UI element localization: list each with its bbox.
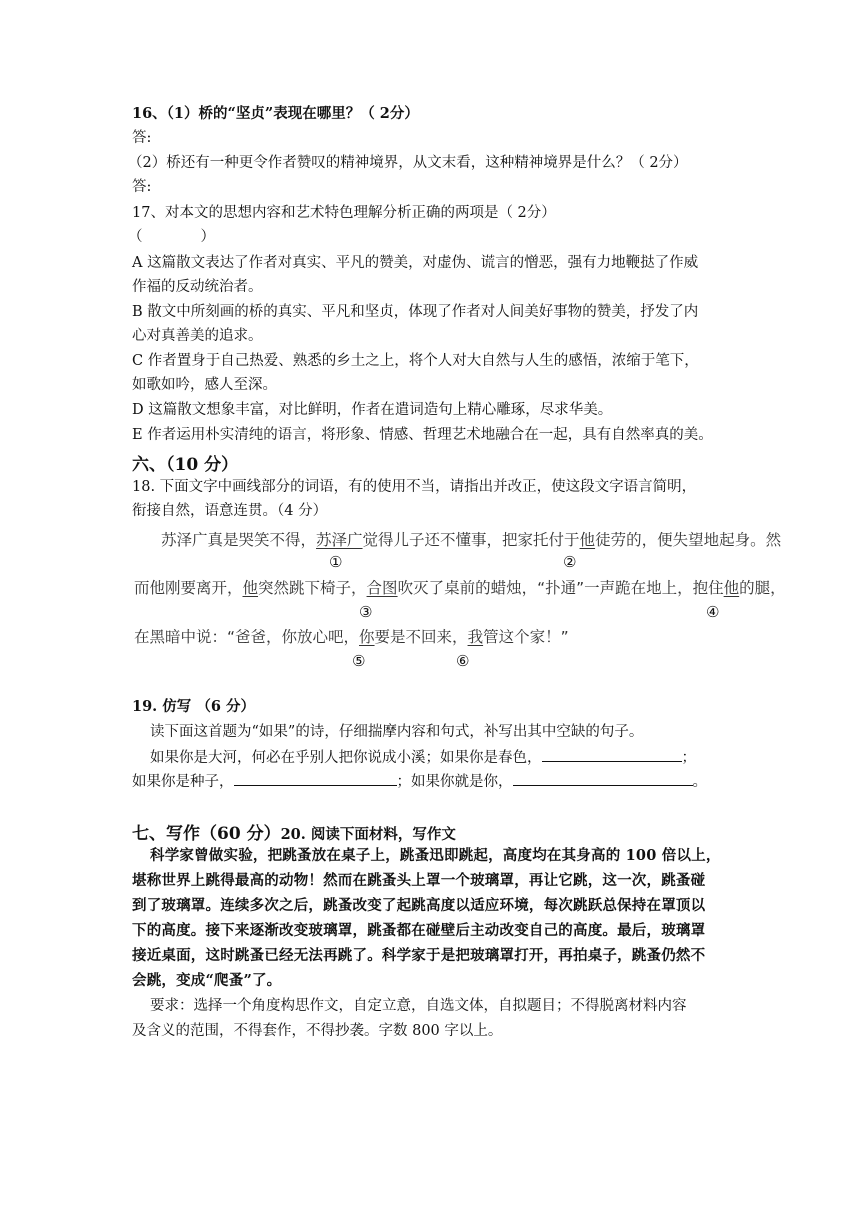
q17-option-e: E 作者运用朴实清纯的语言，将形象、情感、哲理艺术地融合在一起，具有自然率真的美。 (132, 427, 713, 443)
fill-blank-2[interactable] (234, 771, 397, 786)
poem-text: 如果你是种子， (132, 774, 234, 790)
poem-text: 如果你是大河，何必在乎别人把你说成小溪；如果你是春色， (150, 750, 542, 766)
mark-5: ⑤ (352, 652, 366, 670)
q20-instruction: 20. 阅读下面材料，写作文 (280, 826, 456, 843)
material-line-4: 下的高度。接下来逐渐改变玻璃罩，跳蚤都在碰壁后主动改变自己的高度。最后，玻璃罩 (132, 922, 706, 939)
passage-text: 苏泽广真是哭笑不得， (161, 531, 317, 549)
underlined-word-3: 他 (242, 579, 259, 597)
passage-text: 的腿， (739, 579, 786, 597)
requirements-line-2: 及含义的范围，不得套作，不得抄袭。字数 800 字以上。 (132, 1023, 503, 1039)
underlined-word-1: 苏泽广 (316, 531, 363, 549)
underlined-word-7: 我 (467, 628, 484, 646)
passage-text: 在黑暗中说：“爸爸，你放心吧， (134, 628, 360, 646)
passage-text: 而他刚要离开， (134, 579, 243, 597)
q19-title: 19. 仿写 （6 分） (132, 698, 255, 715)
mark-4: ④ (706, 603, 720, 621)
mark-1: ① (329, 553, 343, 571)
underlined-word-6: 你 (359, 628, 375, 646)
q17-option-c-line2: 如歌如吟，感人至深。 (132, 377, 277, 393)
mark-3: ③ (359, 603, 373, 621)
q16-answer-1: 答: (132, 130, 152, 146)
fill-blank-1[interactable] (542, 747, 682, 762)
q17-option-a-line1: A 这篇散文表达了作者对真实、平凡的赞美，对虚伪、谎言的憎恶，强有力地鞭挞了作威 (132, 255, 699, 271)
q17-option-c-line1: C 作者置身于自己热爱、熟悉的乡土之上，将个人对大自然与人生的感悟，浓缩于笔下， (132, 353, 699, 369)
passage-text: 徒劳的，便失望地起身。然 (595, 531, 782, 549)
q18-passage-line3 (134, 627, 569, 647)
section-7-heading (132, 819, 456, 844)
section-6-heading: 六、（10 分） (132, 455, 239, 475)
q18-passage-line1 (161, 530, 781, 550)
q18-title-line1: 18. 下面文字中画线部分的词语，有的使用不当，请指出并改正，使这段文字语言简明， (132, 479, 697, 495)
q17-option-b-line2: 心对真善美的追求。 (132, 328, 263, 344)
requirements-line-1: 要求：选择一个角度构思作文，自定立意，自选文体，自拟题目；不得脱离材料内容 (150, 998, 687, 1014)
material-line-2: 堪称世界上跳得最高的动物！然而在跳蚤头上罩一个玻璃罩，再让它跳，这一次，跳蚤碰 (132, 872, 706, 889)
q16-part-2: （2）桥还有一种更令作者赞叹的精神境界，从文末看，这种精神境界是什么？（ 2分） (128, 155, 688, 171)
q16-title: 16、（1）桥的“坚贞”表现在哪里？（ 2分） (132, 105, 419, 122)
underlined-word-5: 他 (723, 579, 740, 597)
q17-option-b-line1: B 散文中所刻画的桥的真实、平凡和坚贞，体现了作者对人间美好事物的赞美，抒发了内 (132, 304, 699, 320)
passage-text: 管这个家！” (483, 628, 569, 646)
q17-bracket: （ ） (128, 229, 215, 245)
underlined-word-4: 合图 (366, 579, 398, 597)
poem-text: ；如果你就是你， (396, 774, 513, 790)
q19-instructions: 读下面这首题为“如果”的诗，仔细揣摩内容和句式，补写出其中空缺的句子。 (150, 724, 644, 740)
section-7-title: 七、写作（60 分） (132, 824, 281, 844)
mark-6: ⑥ (456, 652, 470, 670)
material-line-1: 科学家曾做实验，把跳蚤放在桌子上，跳蚤迅即跳起，高度均在其身高的 100 倍以上， (150, 847, 721, 864)
q18-title-line2: 衔接自然，语意连贯。（4 分） (132, 503, 328, 519)
passage-text: 吹灭了桌前的蜡烛，“扑通”一声跪在地上，抱住 (397, 579, 724, 597)
q17-title: 17、对本文的思想内容和艺术特色理解分析正确的两项是（ 2分） (132, 205, 556, 221)
underlined-word-2: 他 (579, 531, 596, 549)
q17-option-d: D 这篇散文想象丰富，对比鲜明，作者在遣词造句上精心雕琢，尽求华美。 (132, 402, 613, 418)
material-line-3: 到了玻璃罩。连续多次之后，跳蚤改变了起跳高度以适应环境，每次跳跃总保持在罩顶以 (132, 897, 706, 914)
fill-blank-3[interactable] (513, 771, 693, 786)
passage-text: 觉得儿子还不懂事，把家托付于 (362, 531, 580, 549)
poem-text: ； (681, 750, 696, 766)
material-line-6: 会跳，变成“爬蚤”了。 (132, 972, 282, 989)
q18-passage-line2 (134, 578, 786, 598)
q19-line2 (132, 771, 707, 792)
mark-2: ② (563, 553, 577, 571)
poem-text: 。 (692, 774, 707, 790)
material-line-5: 接近桌面，这时跳蚤已经无法再跳了。科学家于是把玻璃罩打开，再拍桌子，跳蚤仍然不 (132, 947, 706, 964)
q19-line1 (150, 747, 696, 768)
passage-text: 突然跳下椅子， (258, 579, 367, 597)
q16-answer-2: 答: (132, 179, 152, 195)
q17-option-a-line2: 作福的反动统治者。 (132, 279, 263, 295)
passage-text: 要是不回来， (374, 628, 468, 646)
